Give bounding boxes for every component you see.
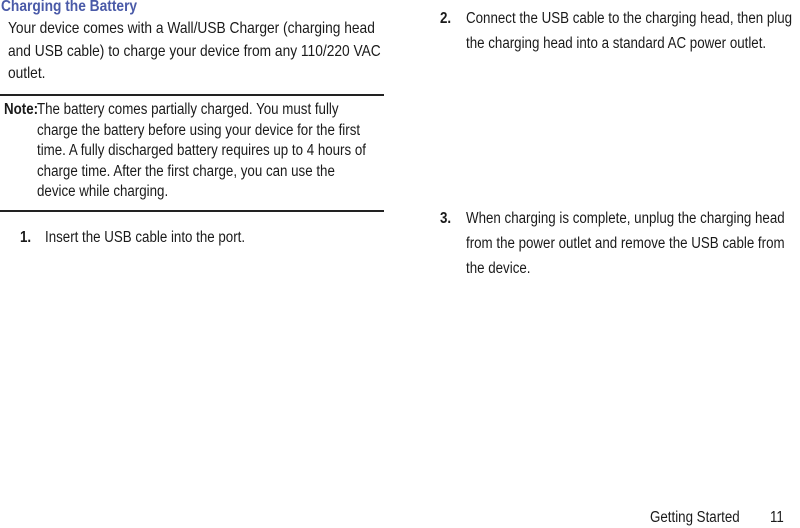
step-line: the charging head into a standard AC power outlet. [466, 35, 767, 52]
step-line: Insert the USB cable into the port. [45, 229, 246, 246]
step-line: from the power outlet and remove the USB cable from [466, 235, 785, 252]
step-text [45, 225, 245, 250]
note-line: charge time. After the first charge, you can use the [37, 162, 335, 180]
step-line: When charging is complete, unplug the charging head [466, 210, 785, 227]
step-number: 3. [440, 210, 452, 227]
footer-chapter: Getting Started [650, 509, 740, 526]
section-title: Charging the Battery [1, 0, 138, 15]
note-line: time. A fully discharged battery requires up to 4 hours of [37, 142, 366, 159]
note-line: charge the battery before using your device for the first [37, 121, 361, 139]
note-bottom-divider [0, 210, 384, 212]
note-line: The battery comes partially charged. You must fully [37, 101, 339, 118]
intro-paragraph [8, 18, 381, 86]
page-number: 11 [770, 509, 784, 526]
intro-line: and USB cable) to charge your device from any 110/220 VAC [8, 42, 381, 60]
intro-line: outlet. [8, 65, 46, 82]
step-text [466, 206, 785, 281]
note-line: device while charging. [37, 183, 169, 200]
step-number: 1. [20, 229, 32, 246]
step-line: Connect the USB cable to the charging head, then plug [466, 10, 793, 27]
note-label: Note: [4, 101, 39, 118]
note-top-divider [0, 94, 384, 96]
step-text [466, 6, 792, 56]
step-number: 2. [440, 10, 452, 27]
note-text [37, 100, 366, 203]
step-line: the device. [466, 260, 531, 277]
intro-line: Your device comes with a Wall/USB Charger (charging head [8, 20, 375, 37]
